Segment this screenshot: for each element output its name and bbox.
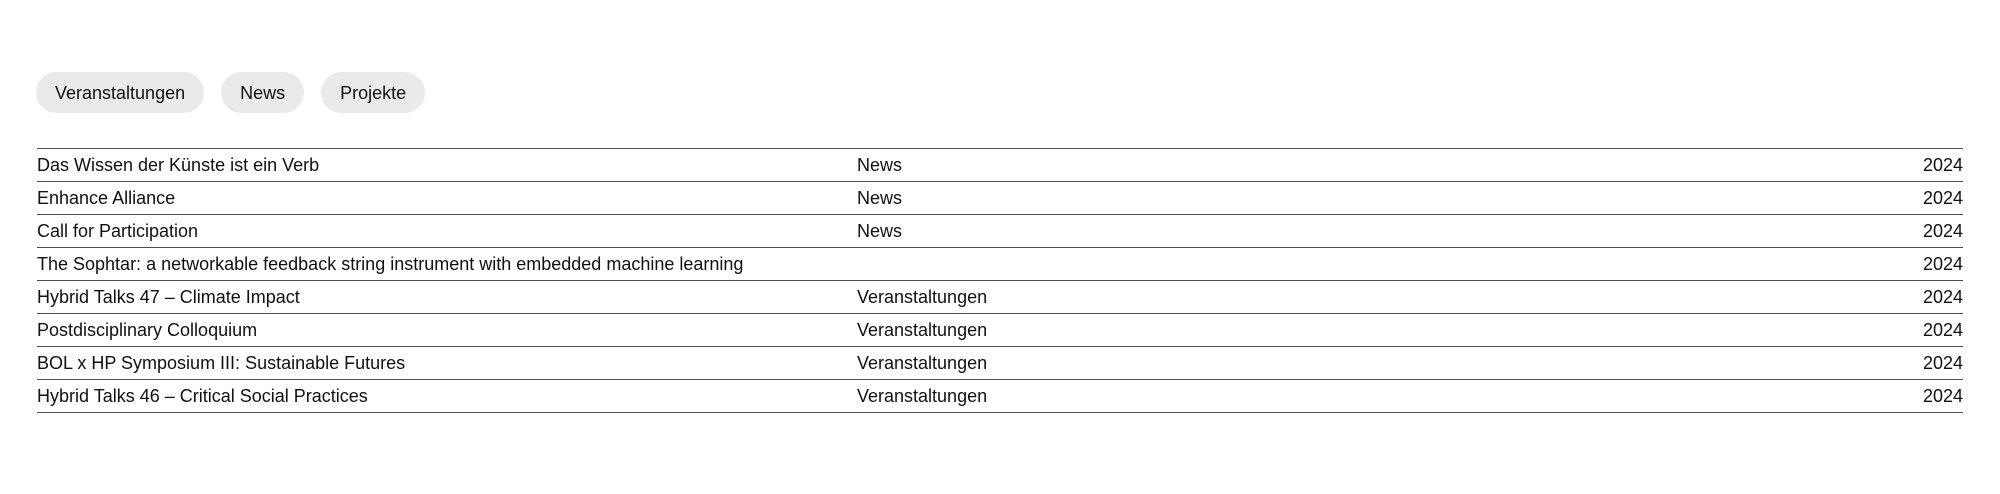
row-title: Das Wissen der Künste ist ein Verb [37, 154, 320, 175]
table-row[interactable] [37, 313, 1963, 346]
row-category: News [857, 154, 903, 175]
table-row[interactable] [37, 148, 1963, 181]
row-title: Postdisciplinary Colloquium [37, 319, 258, 340]
row-category: Veranstaltungen [857, 319, 988, 340]
row-title: Hybrid Talks 47 – Climate Impact [37, 286, 300, 307]
row-title: Hybrid Talks 46 – Critical Social Practices [37, 385, 368, 406]
filter-projekte[interactable]: Projekte [321, 72, 425, 113]
row-year: 2024 [1922, 220, 1963, 241]
content-list [37, 148, 1963, 413]
row-year: 2024 [1922, 319, 1963, 340]
table-row[interactable] [37, 379, 1963, 412]
row-title: BOL x HP Symposium III: Sustainable Futures [37, 352, 406, 373]
table-row[interactable] [37, 181, 1963, 214]
table-row[interactable] [37, 214, 1963, 247]
row-title: Call for Participation [37, 220, 199, 241]
row-category: Veranstaltungen [857, 352, 988, 373]
row-year: 2024 [1922, 352, 1963, 373]
row-year: 2024 [1922, 385, 1963, 406]
row-year: 2024 [1922, 286, 1963, 307]
row-category: Veranstaltungen [857, 385, 988, 406]
table-row[interactable] [37, 247, 1963, 280]
row-title: The Sophtar: a networkable feedback string instrument with embedded machine learning [37, 253, 744, 274]
row-year: 2024 [1922, 154, 1963, 175]
row-category: Veranstaltungen [857, 286, 988, 307]
row-year: 2024 [1922, 253, 1963, 274]
row-category: News [857, 220, 903, 241]
table-row[interactable] [37, 280, 1963, 313]
filter-veranstaltungen[interactable]: Veranstaltungen [36, 72, 204, 113]
row-category: News [857, 187, 903, 208]
row-year: 2024 [1922, 187, 1963, 208]
table-row[interactable] [37, 346, 1963, 379]
filter-news[interactable]: News [221, 72, 304, 113]
filter-bar [36, 72, 425, 113]
row-title: Enhance Alliance [37, 187, 176, 208]
